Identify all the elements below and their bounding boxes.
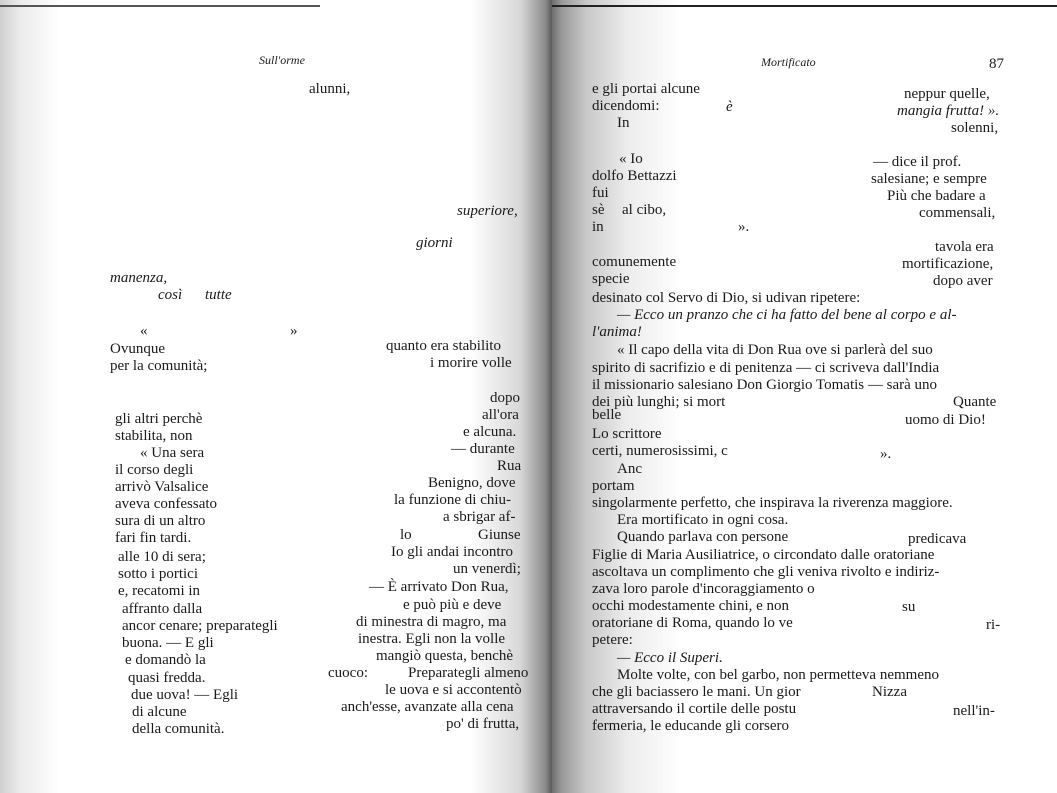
- text-line: le uova e si accontentò: [385, 682, 522, 698]
- text-line: »: [290, 323, 298, 339]
- text-line: per la comunità;: [110, 358, 208, 374]
- text-line: il missionario salesiano Don Giorgio Tomatis — sarà uno: [592, 377, 938, 393]
- text-line: e può più e deve: [403, 597, 502, 613]
- text-line: portam: [592, 478, 635, 494]
- text-line: uomo di Dio!: [905, 412, 986, 428]
- text-line: l'anima!: [592, 324, 642, 340]
- text-line: tutte: [205, 287, 232, 303]
- text-line: su: [902, 599, 916, 615]
- text-line: ascoltava un complimento che gli veniva rivolto e indiriz-: [592, 564, 940, 580]
- text-line: occhi modestamente chini, e non: [592, 598, 790, 614]
- text-line: sotto i portici: [118, 566, 198, 582]
- text-line: giorni: [416, 235, 453, 251]
- text-line: e alcuna.: [463, 424, 517, 440]
- text-line: solenni,: [951, 120, 999, 136]
- text-line: Molte volte, con bel garbo, non permetteva nemmeno: [617, 667, 939, 683]
- text-line: dicendomi:: [592, 98, 660, 114]
- text-line: Lo scrittore: [592, 426, 662, 442]
- text-line: «: [140, 323, 148, 339]
- text-line: buona. — E gli: [122, 635, 214, 651]
- text-line: alunni,: [309, 81, 351, 97]
- top-rule-right: [552, 5, 1057, 7]
- text-line: « Io: [619, 151, 643, 167]
- text-line: i morire volle: [430, 355, 512, 371]
- text-line: Io gli andai incontro: [391, 544, 514, 560]
- text-line: « Il capo della vita di Don Rua ove si parlerà del suo: [617, 342, 933, 358]
- text-line: affranto dalla: [122, 601, 203, 617]
- text-line: anch'esse, avanzate alla cena: [341, 699, 514, 715]
- top-rule-left: [0, 5, 320, 7]
- text-line: Quando parlava con persone: [617, 529, 789, 545]
- text-line: un venerdì;: [453, 561, 521, 577]
- text-line: tavola era: [935, 239, 994, 255]
- text-line: — durante: [451, 441, 515, 457]
- text-line: Benigno, dove: [428, 475, 516, 491]
- text-line: Più che badare a: [887, 188, 986, 204]
- text-line: inestra. Egli non la volle: [358, 631, 506, 647]
- text-line: Preparategli almeno: [408, 665, 529, 681]
- text-line: il corso degli: [115, 462, 194, 478]
- text-line: « Una sera: [140, 445, 205, 461]
- text-line: predicava: [908, 531, 967, 547]
- text-line: così: [158, 287, 183, 303]
- text-line: alle 10 di sera;: [118, 549, 206, 565]
- text-line: neppur quelle,: [904, 86, 990, 102]
- text-line: comunemente: [592, 254, 677, 270]
- text-line: fari fin tardi.: [115, 530, 192, 546]
- text-line: Era mortificato in ogni cosa.: [617, 512, 789, 528]
- text-line: — dice il prof.: [873, 154, 962, 170]
- text-line: Giunse: [478, 527, 521, 543]
- text-line: di minestra di magro, ma: [356, 614, 507, 630]
- text-line: attraversando il cortile delle postu: [592, 701, 797, 717]
- text-line: della comunità.: [132, 721, 225, 737]
- text-line: dei più lunghi; si mort: [592, 394, 726, 410]
- text-line: ».: [738, 219, 750, 235]
- text-line: Anc: [617, 461, 642, 477]
- running-head-left: Sull'orme: [259, 53, 305, 67]
- text-line: superiore,: [457, 203, 518, 219]
- text-line: che gli baciassero le mani. Un gior: [592, 684, 801, 700]
- text-line: Rua: [497, 458, 522, 474]
- text-line: al cibo,: [622, 202, 667, 218]
- text-line: dopo: [490, 390, 520, 406]
- text-line: — È arrivato Don Rua,: [369, 579, 509, 595]
- text-line: dolfo Bettazzi: [592, 168, 677, 184]
- text-line: sè: [592, 202, 605, 218]
- text-line: e, recatomi in: [118, 583, 201, 599]
- text-line: quasi fredda.: [128, 670, 206, 686]
- text-line: e gli portai alcune: [592, 81, 700, 97]
- text-line: mortificazione,: [902, 256, 994, 272]
- text-line: ancor cenare; preparategli: [122, 618, 278, 634]
- text-line: sura di un altro: [115, 513, 206, 529]
- text-line: certi, numerosissimi, c: [592, 443, 728, 459]
- text-line: gli altri perchè: [115, 411, 203, 427]
- text-line: all'ora: [482, 407, 519, 423]
- right-page: [552, 0, 1057, 793]
- text-line: spirito di sacrifizio e di penitenza — ci scriveva dall'India: [592, 360, 940, 376]
- text-line: singolarmente perfetto, che inspirava la riverenza maggiore.: [592, 495, 953, 511]
- text-line: ».: [880, 446, 892, 462]
- text-line: — Ecco il Superi.: [617, 650, 723, 666]
- text-line: cuoco:: [328, 665, 368, 681]
- text-line: a sbrigar af-: [443, 509, 516, 525]
- text-line: lo: [400, 527, 412, 543]
- text-line: Quante: [953, 394, 997, 410]
- text-line: nell'in-: [953, 703, 995, 719]
- text-line: po' di frutta,: [446, 716, 520, 732]
- text-line: mangia frutta! ».: [897, 103, 1000, 119]
- text-line: ri-: [986, 617, 1001, 633]
- text-line: In: [617, 115, 630, 131]
- running-head-right: Mortificato: [761, 55, 816, 69]
- text-line: Ovunque: [110, 341, 165, 357]
- text-line: Nizza: [872, 684, 907, 700]
- text-line: Figlie di Maria Ausiliatrice, o circondato dalle oratoriane: [592, 547, 935, 563]
- text-line: fui: [592, 185, 609, 201]
- text-line: di alcune: [132, 704, 187, 720]
- text-line: aveva confessato: [115, 496, 218, 512]
- text-line: fermeria, le educande gli corsero: [592, 718, 789, 734]
- text-line: salesiane; e sempre: [871, 171, 987, 187]
- text-line: zava loro parole d'incoraggiamento o: [592, 581, 815, 597]
- text-line: è: [726, 99, 733, 115]
- text-line: due uova! — Egli: [131, 687, 239, 703]
- text-line: mangiò questa, benchè: [376, 648, 514, 664]
- text-line: stabilita, non: [115, 428, 193, 444]
- text-line: — Ecco un pranzo che ci ha fatto del bene al corpo e al-: [617, 307, 957, 323]
- text-line: arrivò Valsalice: [115, 479, 209, 495]
- text-line: la funzione di chiu-: [394, 492, 512, 508]
- text-line: oratoriane di Roma, quando lo ve: [592, 615, 793, 631]
- text-line: manenza,: [110, 270, 168, 286]
- text-line: in: [592, 219, 604, 235]
- text-line: quanto era stabilito: [386, 338, 501, 354]
- text-line: e domandò la: [125, 652, 206, 668]
- text-line: specie: [592, 271, 630, 287]
- text-line: belle: [592, 407, 622, 423]
- page-number: 87: [989, 56, 1004, 72]
- text-line: commensali,: [919, 205, 996, 221]
- text-line: petere:: [592, 632, 633, 648]
- text-line: dopo aver: [933, 273, 993, 289]
- text-line: desinato col Servo di Dio, si udivan ripetere:: [592, 290, 861, 306]
